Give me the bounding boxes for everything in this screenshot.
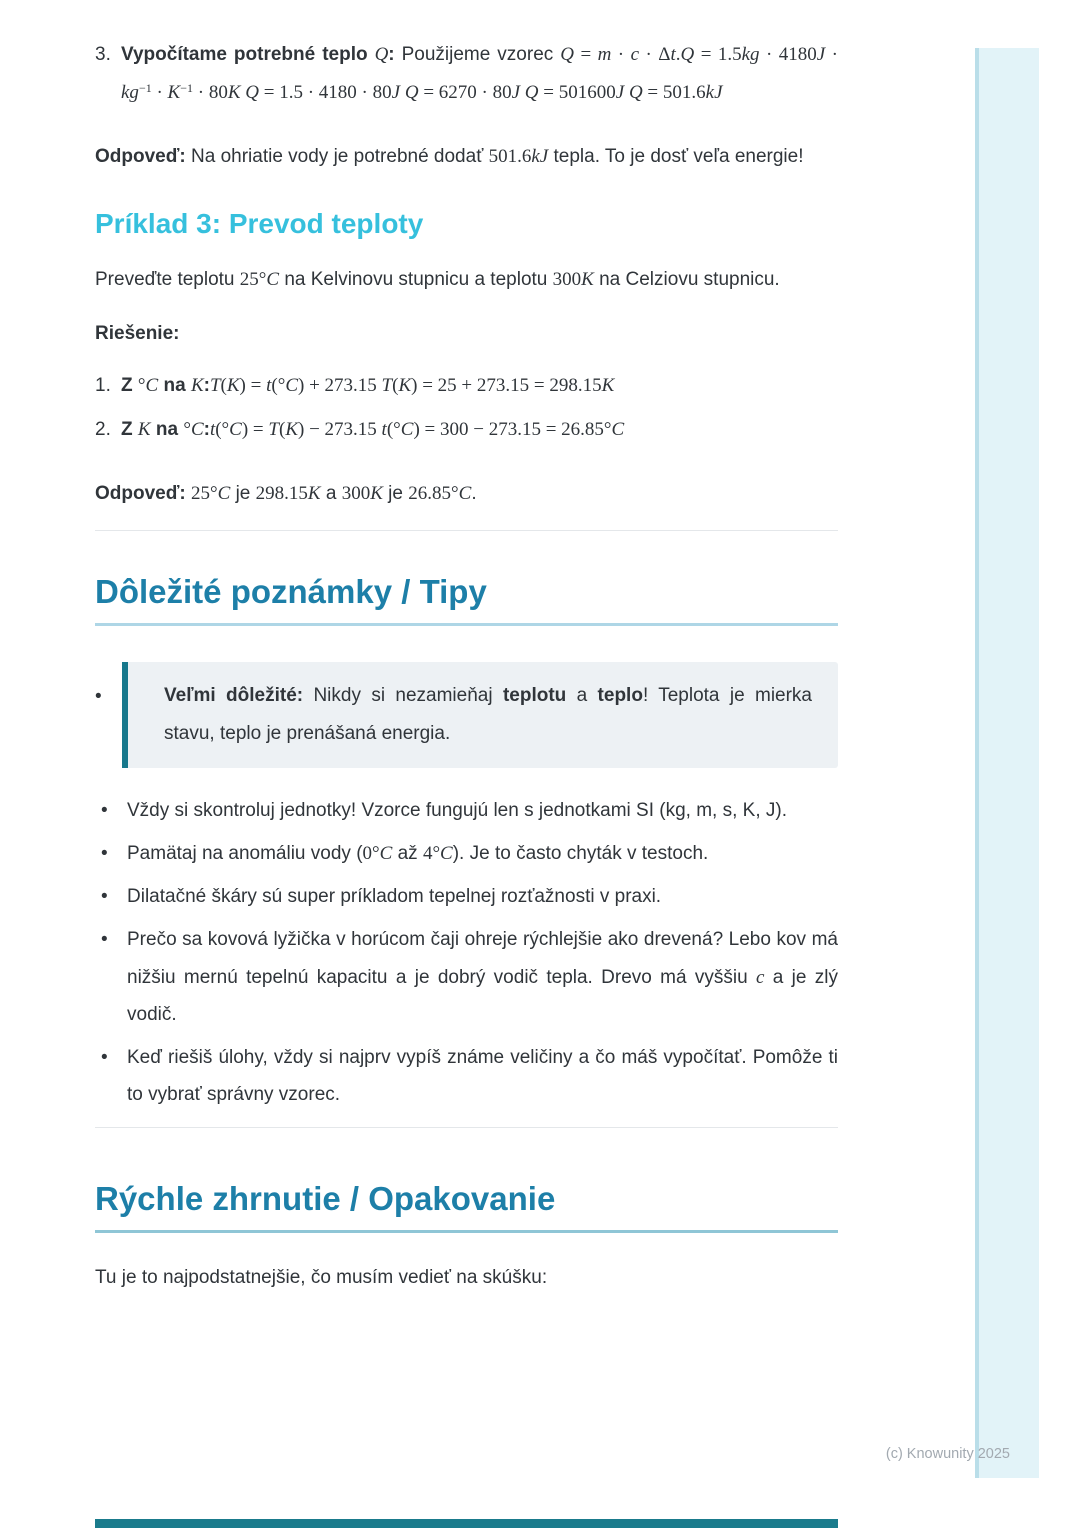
important-callout: Veľmi dôležité: Nikdy si nezamieňaj teplotu a teplo! Teplota je mierka stavu, teplo je prenášaná energia. [122,662,838,768]
solution-steps [95,367,838,449]
tips-list [95,792,838,1112]
copyright-watermark: (c) Knowunity 2025 [885,1446,1010,1462]
list-item-text: Vypočítame potrebné teplo Q: Použijeme vzorec $Q = m \cdot c \cdot \Delta t.Q = 1.5kg \cdot 4180J \cdot kg^{-1} \cdot K^{-1} \cdot 80K$ Q = 1.5 · 4180 · 80J Q = 6270 · 80J Q = 501600J Q = 501.6kJ [121,44,838,103]
solution-label: Riešenie: [95,323,180,345]
list-item-text: Z °C na K:T(K) = t(°C) + 273.15 T(K) = 25 + 273.15 = 298.15K [121,375,615,397]
answer-paragraph: Odpoveď: 25°C je 298.15K a 300K je 26.85°C. [95,483,477,505]
side-scroll-strip [975,48,1039,1478]
list-item: • Pamätaj na anomáliu vody (0°C až 4°C). Je to často chyták v testoch. [95,835,838,872]
ordered-list-item-2 [95,411,838,449]
list-number: 3. [95,44,111,65]
problem-statement: Preveďte teplotu 25°C na Kelvinovu stupnicu a teplotu 300K na Celziovu stupnicu. [95,268,780,290]
section-heading-priklad-3: Príklad 3: Prevod teploty [95,207,424,239]
ordered-list-item-1 [95,367,838,405]
list-item-text: Z K na °C:t(°C) = T(K) − 273.15 t(°C) = 300 − 273.15 = 26.85°C [121,419,625,441]
important-callout-row [95,662,838,768]
bullet-marker: • [95,686,102,708]
list-item: • Dilatačné škáry sú super príkladom tepelnej rozťažnosti v praxi. [95,878,838,915]
section-divider [95,1127,838,1128]
list-item: • Vždy si skontroluj jednotky! Vzorce fungujú len s jednotkami SI (kg, m, s, K, J). [95,792,838,829]
section-heading-notes: Dôležité poznámky / Tipy [95,573,838,626]
summary-intro: Tu je to najpodstatnejšie, čo musím vedieť na skúšku: [95,1266,548,1288]
answer-paragraph: Odpoveď: Na ohriatie vody je potrebné dodať 501.6kJ tepla. To je dosť veľa energie! [95,146,804,167]
list-item: • Keď riešiš úlohy, vždy si najprv vypíš známe veličiny a čo máš vypočítať. Pomôže ti to vybrať správny vzorec. [95,1039,838,1113]
section-divider [95,530,838,531]
list-item: • Prečo sa kovová lyžička v horúcom čaji ohreje rýchlejšie ako drevená? Lebo kov má nižšiu mernú tepelnú kapacitu a je dobrý vodič tepla. Drevo má vyššiu c a je zlý vodič. [95,921,838,1032]
list-number: 1. [95,375,111,397]
section-heading-summary: Rýchle zhrnutie / Opakovanie [95,1180,838,1233]
document-content [95,0,838,1300]
list-number: 2. [95,419,111,441]
ordered-list-item-3 [95,36,838,112]
next-section-table-header-edge [95,1519,838,1528]
